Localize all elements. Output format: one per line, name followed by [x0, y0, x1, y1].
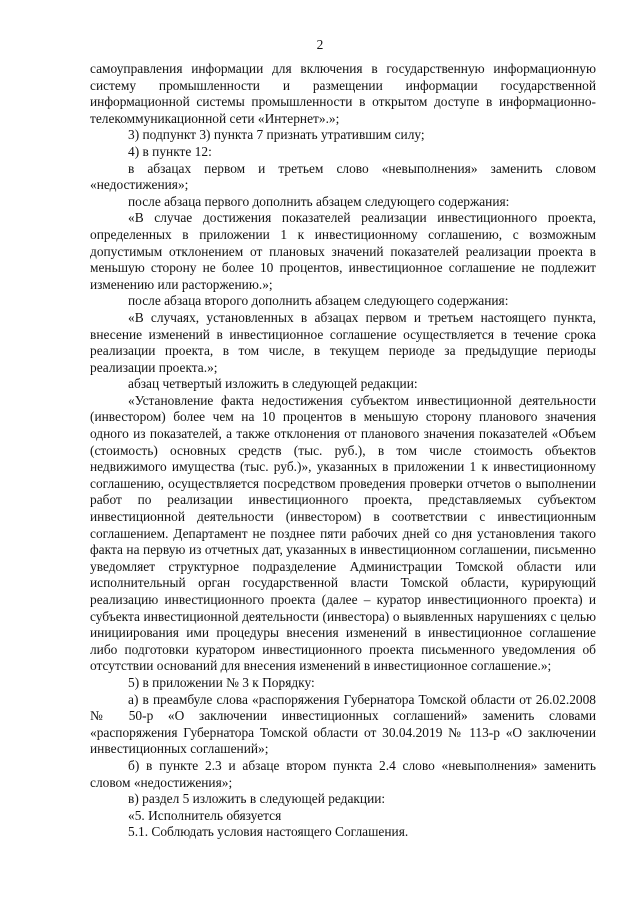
paragraph-4: в абзацах первом и третьем слово «невыполнения» заменить словом «недостижения»;	[90, 160, 596, 193]
paragraph-2: 3) подпункт 3) пункта 7 признать утратившим силу;	[128, 127, 425, 143]
document-body	[90, 61, 596, 841]
paragraph-5: после абзаца первого дополнить абзацем следующего содержания:	[128, 193, 510, 209]
page-number: 2	[316, 37, 324, 52]
paragraph-14: в) раздел 5 изложить в следующей редакции:	[128, 791, 386, 807]
paragraph-10: «Установление факта недостижения субъектом инвестиционной деятельности (инвестором) более чем на 10 процентов в меньшую сторону планового значения одного из показателей, а также отклонения от планового значения показателей «Объем (стоимость) основных средств (тыс. руб.), в том числе стоимость объектов недвижимого имущества (тыс. руб.)», указанных в приложении 1 к инвестиционному соглашению, осуществляется посредством проведения проверки отчетов о выполнении работ по реализации инвестиционного проекта, представляемых субъектом инвестиционной деятельности (инвестором) в соответствии с инвестиционным соглашением. Департамент не позднее пяти рабочих дней со дня установления такого факта на первую из отчетных дат, указанных в инвестиционном соглашении, письменно уведомляет структурное подразделение Администрации Томской области или исполнительный орган государственной власти Томской области, курирующий реализацию инвестиционного проекта (далее – куратор инвестиционного проекта) и субъекта инвестиционной деятельности (инвестора) о выявленных нарушениях с целью инициирования ими процедуры внесения изменений в инвестиционное соглашение либо подготовки куратором инвестиционного проекта письменного уведомления об отсутствии оснований для внесения изменений в инвестиционное соглашение.»;	[90, 392, 596, 674]
paragraph-6: «В случае достижения показателей реализации инвестиционного проекта, определенных в приложении 1 к инвестиционному соглашению, с возможным допустимым отклонением от плановых значений показателей реализации проекта в меньшую сторону не более 10 процентов, инвестиционное соглашение не подлежит изменению или расторжению.»;	[90, 210, 596, 292]
paragraph-12: а) в преамбуле слова «распоряжения Губернатора Томской области от 26.02.2008 № 50-р «О заключении инвестиционных соглашений» заменить словами «распоряжения Губернатора Томской области от 30.04.2019 № 113-р «О заключении инвестиционных соглашений»;	[90, 691, 596, 757]
paragraph-16: 5.1. Соблюдать условия настоящего Соглашения.	[128, 824, 409, 840]
paragraph-1: самоуправления информации для включения в государственную информационную систему промышленности и размещении информации государственной информационной системы промышленности в открытом доступе в информационно-телекоммуникационной сети «Интернет».»;	[90, 61, 596, 126]
paragraph-9: абзац четвертый изложить в следующей редакции:	[128, 376, 418, 392]
paragraph-15: «5. Исполнитель обязуется	[128, 807, 282, 823]
paragraph-3: 4) в пункте 12:	[128, 143, 212, 159]
paragraph-7: после абзаца второго дополнить абзацем следующего содержания:	[128, 293, 509, 309]
paragraph-11: 5) в приложении № 3 к Порядку:	[128, 674, 315, 690]
paragraph-13: б) в пункте 2.3 и абзаце втором пункта 2.4 слово «невыполнения» заменить словом «недостижения»;	[90, 757, 596, 790]
paragraph-8: «В случаях, установленных в абзацах первом и третьем настоящего пункта, внесение изменений в инвестиционное соглашение осуществляется в течение срока реализации проекта, в том числе, в текущем периоде за предыдущие периоды реализации проекта.»;	[90, 309, 596, 375]
